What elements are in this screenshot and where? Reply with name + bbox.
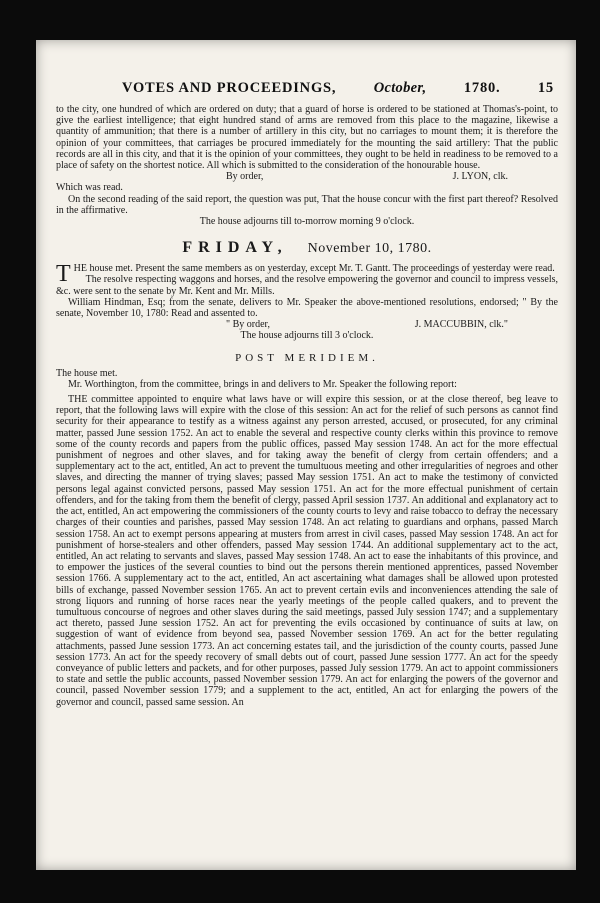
signature-line-lyon: [56, 171, 558, 182]
header-year: 1780.: [463, 80, 501, 96]
by-order-text: By order,: [226, 171, 264, 183]
friday-heading: [56, 239, 558, 257]
second-reading-paragraph: On the second reading of the said report, the question was put, That the house concur with the first part thereof? Resolved in the affirmative.: [56, 193, 558, 216]
signature-line-maccubbin: [56, 319, 558, 330]
page-number: 15: [537, 80, 554, 96]
header-title: VOTES AND PROCEEDINGS,: [122, 80, 337, 96]
adjourn-morning: The house adjourns till to-morrow morning 9 o'clock.: [199, 216, 415, 228]
header-month: October,: [373, 80, 427, 96]
friday-para-2: The resolve respecting waggons and horses, and the resolve empowering the governor and council to impress vessels, &c. were sent to the senate by Mr. Kent and Mr. Mills.: [56, 274, 558, 297]
house-met: The house met.: [56, 367, 118, 379]
signer-maccubbin: J. MACCUBBIN, clk.": [414, 319, 508, 331]
friday-date: November 10, 1780.: [307, 241, 432, 257]
friday-day: FRIDAY,: [182, 239, 288, 257]
adjourn-afternoon: The house adjourns till 3 o'clock.: [240, 330, 374, 342]
friday-para-1: HE house met. Present the same members as on yesterday, except Mr. T. Gantt. The proceedings of yesterday were read.: [73, 263, 555, 275]
running-head: [122, 80, 554, 97]
document-page: [36, 40, 576, 870]
page-body: [56, 104, 558, 708]
by-order-text-2: " By order,: [226, 319, 270, 331]
drop-cap: T: [56, 261, 71, 288]
expiring-laws-report: THE committee appointed to enquire what laws have or will expire this session, or at the close thereof, beg leave to report, that the following laws will expire with the close of this session: An act for the relief of such persons as cannot find security for their appearance to testify as a witness against any person arrested, accused, or prosecuted, for any criminal matter, passed June session 1752. An act to enable the several and respective county clerks within this province to remove some of the county records and papers from the public offices, passed May session 1748. An act for the more effectual punishment of negroes and other slaves, and for taking away the benefit of clergy from certain offenders; and a supplementary act to the act, entitled, An act to prevent the tumultuous meeting and other irregularities of negroes and other slaves, and directing the manner of trying slaves; passed May session 1751. An act to make the testimony of convicted persons legal against convicted persons, passed May session 1751. An act for the more effectual punishment of certain offenders, and for the taking from them the benefit of clergy, passed April session 1737. An additional and explanatory act to the act, entitled, An act empowering the commissioners of the county courts to levy and raise tobacco to defray the necessary charges of their counties and parishes, passed May session 1748. An act relating to guardians and orphans, passed March session 1758. An act to exempt persons appearing at musters from arrest in civil cases, passed May session 1748. An act for punishment of horse-stealers and other offenders, passed May session 1744. An additional supplementary act to the act, entitled, An act relating to servants and slaves, passed May session 1748. An act to ease the inhabitants of this province, and to empower the justices of the several counties to bind out the persons therein mentioned apprentices, passed November session 1766. A supplementary act to the act, entitled, An act ascertaining what damages shall be allowed upon protested bills of exchange, passed November session 1765. An act to prevent certain evils and inconveniences attending the sale of strong liquors and running of horse races near the yearly meetings of the people called quakers, and to prevent the tumultuous concourse of negroes and other slaves during the said meetings, passed July session 1747; and a supplementary act thereto, passed June session 1752. An act for preventing the evils occasioned by continuance of suits at law, on suggestion of want of evidence from beyond sea, passed November session 1769. An act for the better regulating attachments, passed June session 1773. An act concerning estates tail, and the jurisdiction of the county courts, passed June session 1773. An act for the speedy recovery of small debts out of court, passed June session 1777. An act for the speedy conveyance of public letters and packets, and for other purposes, passed July session 1779. An act to appoint commissioners to state and settle the public accounts, passed November session 1779. An act for enlarging the powers of the governor and council, passed November session 1779; and a supplement to the act, entitled, An act for enlarging the powers of the governor and council, passed same session. An: [56, 394, 558, 708]
worthington-paragraph: Mr. Worthington, from the committee, brings in and delivers to Mr. Speaker the following report:: [68, 378, 457, 390]
which-was-read: Which was read.: [56, 182, 123, 194]
paragraph-committee-report-end: to the city, one hundred of which are ordered on duty; that a guard of horse is ordered to be stationed at Thomas's-point, to give the earliest intelligence; that eight hundred stand of arms are removed from this place to the magazine, likewise a quantity of ammunition; that there is a number of artillery in this city, but no carriages to mount them; it is therefore the opinion of your committees, that carriages be procured immediately for the mounting the said artillery: That the public records are all in this city, and that it is the opinion of your committees, they ought to be held in readiness to be removed to a place of safety on the shortest notice. All which is submitted to the consideration of the honourable house.: [56, 104, 558, 172]
signer-lyon: J. LYON, clk.: [452, 171, 508, 183]
post-meridiem-heading: POST MERIDIEM.: [235, 351, 379, 364]
friday-para-3: William Hindman, Esq; from the senate, delivers to Mr. Speaker the above-mentioned resolutions, endorsed; " By the senate, November 10, 1780: Read and assented to.: [56, 296, 558, 320]
